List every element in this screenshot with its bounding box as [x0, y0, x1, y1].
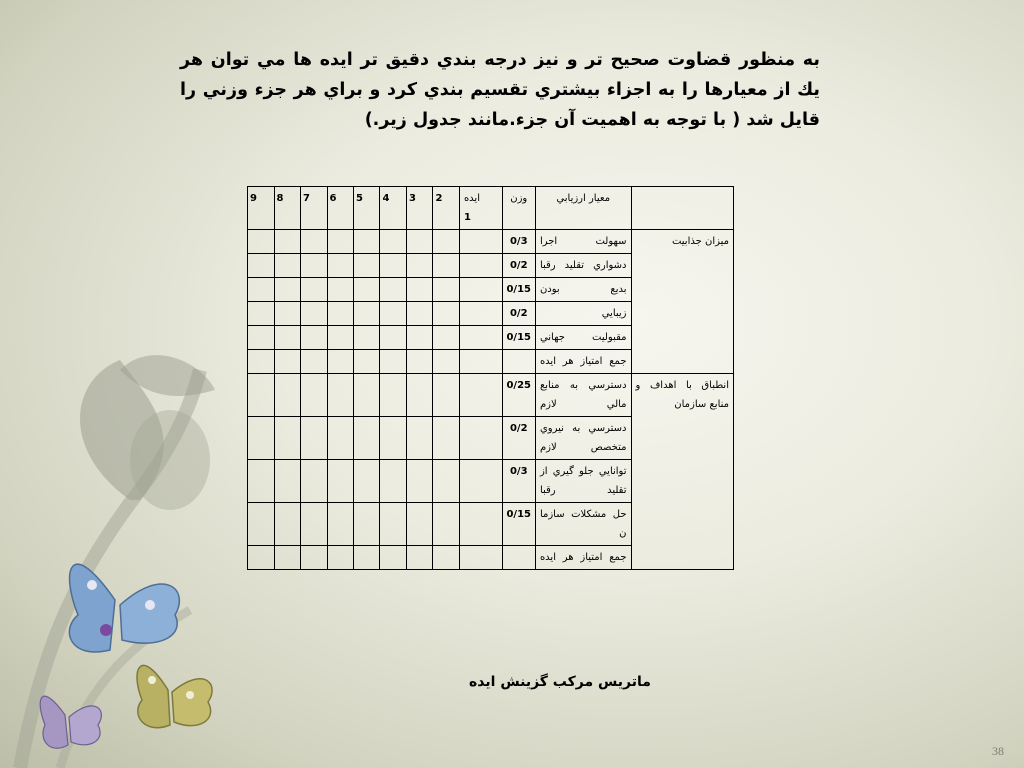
header-criterion: معيار ارزيابي: [535, 187, 631, 230]
idea-score-cell: [459, 460, 502, 503]
idea-score-cell: [274, 460, 300, 503]
idea-score-cell: [327, 254, 353, 278]
idea-score-cell: [327, 460, 353, 503]
header-idea-6: 6: [327, 187, 353, 230]
idea-score-cell: [354, 278, 380, 302]
table-header-row: [248, 187, 734, 230]
idea-score-cell: [327, 417, 353, 460]
idea-score-cell: [406, 278, 432, 302]
category-cell: ميزان جذابيت: [631, 230, 733, 374]
criterion-cell: توانايي جلو گيري از تقليد رقبا: [535, 460, 631, 503]
header-idea-2: 2: [433, 187, 459, 230]
idea-score-cell: [354, 302, 380, 326]
idea-score-cell: [459, 374, 502, 417]
idea-score-cell: [248, 254, 275, 278]
idea-score-cell: [274, 503, 300, 546]
idea-score-cell: [354, 503, 380, 546]
idea-score-cell: [248, 503, 275, 546]
olive-butterfly-icon: [137, 665, 212, 727]
idea-score-cell: [248, 326, 275, 350]
idea-score-cell: [459, 302, 502, 326]
idea-score-cell: [380, 302, 406, 326]
idea-score-cell: [248, 302, 275, 326]
idea-score-cell: [301, 503, 327, 546]
idea-score-cell: [406, 460, 432, 503]
idea-score-cell: [301, 374, 327, 417]
idea-score-cell: [301, 417, 327, 460]
criterion-cell: بديع بودن: [535, 278, 631, 302]
idea-score-cell: [301, 254, 327, 278]
idea-score-cell: [406, 546, 432, 570]
idea-score-cell: [459, 503, 502, 546]
weight-cell: 0/15: [502, 503, 535, 546]
header-idea-4: 4: [380, 187, 406, 230]
idea-score-cell: [248, 278, 275, 302]
idea-score-cell: [433, 278, 459, 302]
idea-score-cell: [459, 350, 502, 374]
idea-score-cell: [327, 350, 353, 374]
idea-score-cell: [459, 278, 502, 302]
idea-score-cell: [380, 417, 406, 460]
category-cell: انطباق با اهداف و منابع سازمان: [631, 374, 733, 570]
idea-score-cell: [301, 546, 327, 570]
criterion-cell: دسترسي به نيروي متخصص لازم: [535, 417, 631, 460]
idea-score-cell: [433, 302, 459, 326]
idea-score-cell: [433, 546, 459, 570]
weight-cell: 0/15: [502, 326, 535, 350]
page-number: 38: [992, 744, 1004, 758]
idea-score-cell: [248, 230, 275, 254]
idea-score-cell: [248, 546, 275, 570]
weight-cell: 0/15: [502, 278, 535, 302]
idea-score-cell: [380, 254, 406, 278]
idea-score-cell: [354, 230, 380, 254]
idea-score-cell: [301, 230, 327, 254]
idea-score-cell: [459, 546, 502, 570]
idea-score-cell: [433, 374, 459, 417]
header-idea-5: 5: [354, 187, 380, 230]
idea-score-cell: [380, 326, 406, 350]
idea-score-cell: [327, 302, 353, 326]
idea-score-cell: [248, 350, 275, 374]
weight-cell: 0/2: [502, 254, 535, 278]
idea-score-cell: [380, 374, 406, 417]
idea-score-cell: [354, 254, 380, 278]
weight-cell: [502, 546, 535, 570]
idea-score-cell: [274, 374, 300, 417]
idea-score-cell: [274, 350, 300, 374]
idea-score-cell: [274, 417, 300, 460]
weight-cell: [502, 350, 535, 374]
idea-score-cell: [406, 302, 432, 326]
idea-score-cell: [327, 230, 353, 254]
idea-score-cell: [354, 460, 380, 503]
idea-score-cell: [459, 230, 502, 254]
header-idea-label: ايده: [463, 193, 480, 204]
idea-score-cell: [327, 503, 353, 546]
criterion-cell: مقبوليت جهاني: [535, 326, 631, 350]
idea-score-cell: [354, 417, 380, 460]
idea-score-cell: [380, 503, 406, 546]
idea-score-cell: [380, 350, 406, 374]
table-caption: ماتريس مركب گزينش ايده: [469, 674, 651, 690]
idea-score-cell: [327, 374, 353, 417]
idea-score-cell: [406, 326, 432, 350]
idea-score-cell: [433, 460, 459, 503]
idea-score-cell: [354, 326, 380, 350]
idea-score-cell: [406, 374, 432, 417]
idea-score-cell: [301, 350, 327, 374]
idea-score-cell: [406, 350, 432, 374]
header-category-cell: [631, 187, 733, 230]
idea-score-cell: [248, 460, 275, 503]
idea-score-cell: [274, 326, 300, 350]
criterion-cell: دسترسي به منابع مالي لازم: [535, 374, 631, 417]
idea-score-cell: [406, 254, 432, 278]
idea-score-cell: [274, 546, 300, 570]
header-idea-8: 8: [274, 187, 300, 230]
criterion-cell: زيبايي: [535, 302, 631, 326]
idea-score-cell: [301, 326, 327, 350]
idea-score-cell: [380, 460, 406, 503]
idea-score-cell: [459, 417, 502, 460]
idea-score-cell: [406, 230, 432, 254]
header-idea-7: 7: [301, 187, 327, 230]
idea-score-cell: [274, 254, 300, 278]
idea-score-cell: [433, 350, 459, 374]
idea-score-cell: [459, 326, 502, 350]
header-idea-9: 9: [248, 187, 275, 230]
blue-butterfly-icon: [69, 564, 179, 652]
idea-score-cell: [380, 546, 406, 570]
idea-score-cell: [301, 302, 327, 326]
idea-score-cell: [274, 278, 300, 302]
criterion-cell: دشواري تقليد رقبا: [535, 254, 631, 278]
idea-score-cell: [433, 326, 459, 350]
idea-score-cell: [274, 302, 300, 326]
table-row: [248, 374, 734, 417]
idea-score-cell: [354, 546, 380, 570]
intro-paragraph: به منظور قضاوت صحيح تر و نيز درجه بندي دقيق تر ايده ها مي توان هر يك از معيارها را به اجزاء بيشتري تقسيم بندي كرد و براي هر جزء وزني را قايل شد ( با توجه به اهميت آن جزء.مانند جدول زير.): [180, 50, 820, 130]
idea-score-cell: [380, 278, 406, 302]
idea-matrix-table: [247, 186, 734, 570]
idea-score-cell: [274, 230, 300, 254]
idea-score-cell: [327, 278, 353, 302]
criterion-cell: جمع امتياز هر ايده: [535, 350, 631, 374]
idea-score-cell: [406, 503, 432, 546]
idea-score-cell: [248, 374, 275, 417]
idea-score-cell: [301, 460, 327, 503]
weight-cell: 0/3: [502, 460, 535, 503]
idea-score-cell: [248, 417, 275, 460]
header-idea-1: [459, 187, 502, 230]
idea-score-cell: [327, 546, 353, 570]
weight-cell: 0/2: [502, 302, 535, 326]
idea-score-cell: [433, 503, 459, 546]
idea-score-cell: [301, 278, 327, 302]
table-row: [248, 230, 734, 254]
weight-cell: 0/25: [502, 374, 535, 417]
idea-score-cell: [406, 417, 432, 460]
idea-score-cell: [433, 417, 459, 460]
idea-score-cell: [433, 254, 459, 278]
idea-score-cell: [380, 230, 406, 254]
idea-score-cell: [354, 374, 380, 417]
idea-score-cell: [327, 326, 353, 350]
header-weight: وزن: [502, 187, 535, 230]
weight-cell: 0/3: [502, 230, 535, 254]
weight-cell: 0/2: [502, 417, 535, 460]
idea-score-cell: [433, 230, 459, 254]
idea-score-cell: [354, 350, 380, 374]
criterion-cell: حل مشكلات سازما ن: [535, 503, 631, 546]
header-idea-3: 3: [406, 187, 432, 230]
decorative-blob: [130, 410, 210, 510]
idea-score-cell: [459, 254, 502, 278]
criterion-cell: جمع امتياز هر ايده: [535, 546, 631, 570]
header-idea-number: 1: [463, 212, 471, 223]
criterion-cell: سهولت اجرا: [535, 230, 631, 254]
